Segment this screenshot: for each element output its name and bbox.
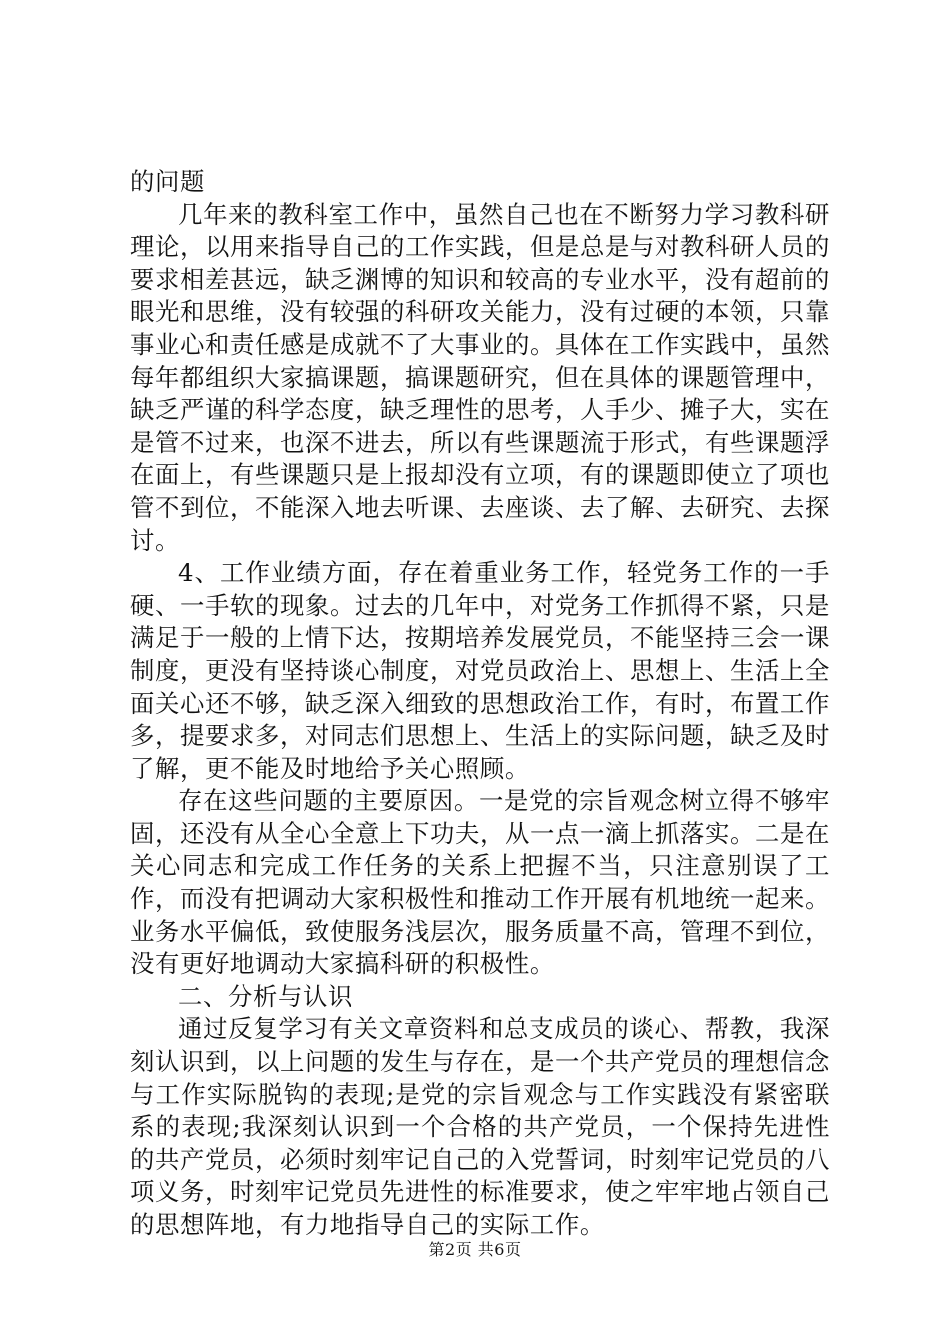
paragraph-work-performance: 4、工作业绩方面，存在着重业务工作，轻党务工作的一手硬、一手软的现象。过去的几年中，对党务工作抓得不紧，只是满足于一般的上情下达，按期培养发展党员，不能坚持三会一课制度，更没有坚持谈心制度，对党员政治上、思想上、生活上全面关心还不够，缺乏深入细致的思想政治工作，有时，布置工作多，提要求多，对同志们思想上、生活上的实际问题，缺乏及时了解，更不能及时地给予关心照顾。	[130, 558, 830, 783]
paragraph-research-shortcomings: 几年来的教科室工作中，虽然自己也在不断努力学习教科研理论，以用来指导自己的工作实践，但是总是与对教科研人员的要求相差甚远，缺乏渊博的知识和较高的专业水平，没有超前的眼光和思维，没有较强的科研攻关能力，没有过硬的本领，只靠事业心和责任感是成就不了大事业的。具体在工作实践中，虽然每年都组织大家搞课题，搞课题研究，但在具体的课题管理中，缺乏严谨的科学态度，缺乏理性的思考，人手少、摊子大，实在是管不过来，也深不进去，所以有些课题流于形式，有些课题浮在面上，有些课题只是上报却没有立项，有的课题即使立了项也管不到位，不能深入地去听课、去座谈、去了解、去研究、去探讨。	[130, 199, 830, 555]
page-footer	[0, 1240, 950, 1260]
document-body	[130, 166, 830, 1242]
paragraph-main-causes: 存在这些问题的主要原因。一是党的宗旨观念树立得不够牢固，还没有从全心全意上下功夫，从一点一滴上抓落实。二是在关心同志和完成工作任务的关系上把握不当，只注意别误了工作，而没有把调动大家积极性和推动工作开展有机地统一起来。业务水平偏低，致使服务浅层次，服务质量不高，管理不到位，没有更好地调动大家搞科研的积极性。	[130, 786, 830, 979]
page-number-label: 第2页 共6页	[428, 1240, 522, 1259]
paragraph-continuation: 的问题	[130, 167, 205, 196]
paragraph-understanding: 通过反复学习有关文章资料和总支成员的谈心、帮教，我深刻认识到，以上问题的发生与存在，是一个共产党员的理想信念与工作实际脱钩的表现;是党的宗旨观念与工作实践没有紧密联系的表现;我深刻认识到一个合格的共产党员，一个保持先进性的共产党员，必须时刻牢记自己的入党誓词，时刻牢记党员的八项义务，时刻牢记党员先进性的标准要求，使之牢牢地占领自己的思想阵地，有力地指导自己的实际工作。	[130, 1014, 830, 1239]
section-heading-analysis: 二、分析与认识	[178, 981, 353, 1011]
